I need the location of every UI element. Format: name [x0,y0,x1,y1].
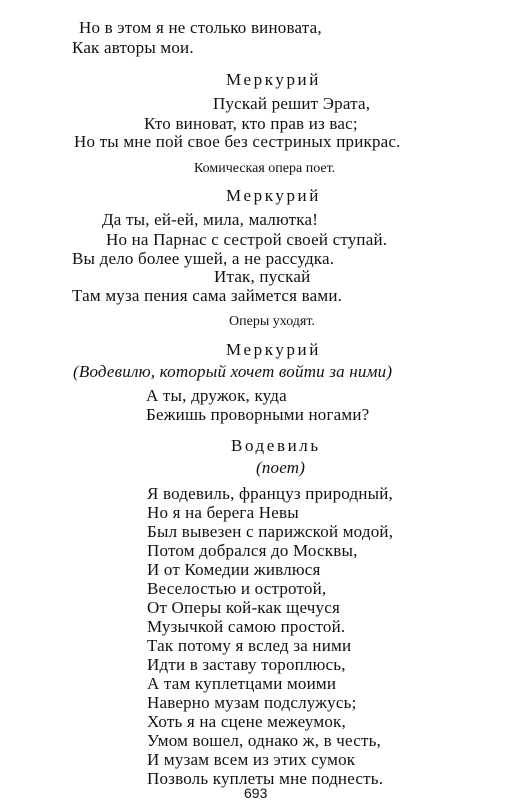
verse-line: Потом добрался до Москвы, [147,541,358,560]
verse-line: Но в этом я не столько виновата, [79,18,322,37]
speaker-name: Меркурий [226,186,321,205]
verse-line: Позволь куплеты мне поднесть. [147,769,384,788]
verse-line: Наверно музам подслужусь; [147,693,357,712]
verse-line: Я водевиль, француз природный, [147,484,394,503]
stage-direction: Комическая опера поет. [194,161,336,176]
verse-line: И музам всем из этих сумок [147,750,356,769]
stage-direction-italic: (поет) [256,458,306,477]
verse-line: Но на Парнас с сестрой своей ступай. [106,230,388,249]
speaker-name: Водевиль [231,436,321,455]
verse-line: Умом вошел, однако ж, в честь, [147,731,381,750]
verse-line: Так потому я вслед за ними [147,636,352,655]
verse-line: Кто виноват, кто прав из вас; [144,114,358,133]
verse-line: Веселостью и остротой, [147,579,327,598]
verse-line: Пускай решит Эрата, [213,94,371,113]
speaker-name: Меркурий [226,340,321,359]
verse-line: Вы дело более ушей, а не рассудка. [72,249,335,268]
verse-line: А там куплетцами моими [147,674,337,693]
verse-line: Как авторы мои. [72,38,194,57]
page-number: 693 [244,785,268,801]
verse-line: Да ты, ей-ей, мила, малютка! [102,210,319,229]
verse-line: И от Комедии живлюся [147,560,321,579]
stage-direction-italic: (Водевилю, который хочет войти за ними) [73,362,393,381]
verse-line: Музычкой самою простой. [147,617,346,636]
verse-line: От Оперы кой-как щечуся [147,598,340,617]
verse-line: Итак, пускай [214,267,311,286]
verse-line: Идти в заставу тороплюсь, [147,655,346,674]
verse-line: Но ты мне пой свое без сестриных прикрас. [74,132,401,151]
verse-line: Но я на берега Невы [147,503,299,522]
stage-direction: Оперы уходят. [229,314,315,329]
verse-line: А ты, дружок, куда [146,386,287,405]
verse-line: Там муза пения сама займется вами. [72,286,343,305]
speaker-name: Меркурий [226,70,321,89]
verse-line: Был вывезен с парижской модой, [147,522,394,541]
verse-line: Бежишь проворными ногами? [146,405,370,424]
verse-line: Хоть я на сцене межеумок, [147,712,346,731]
